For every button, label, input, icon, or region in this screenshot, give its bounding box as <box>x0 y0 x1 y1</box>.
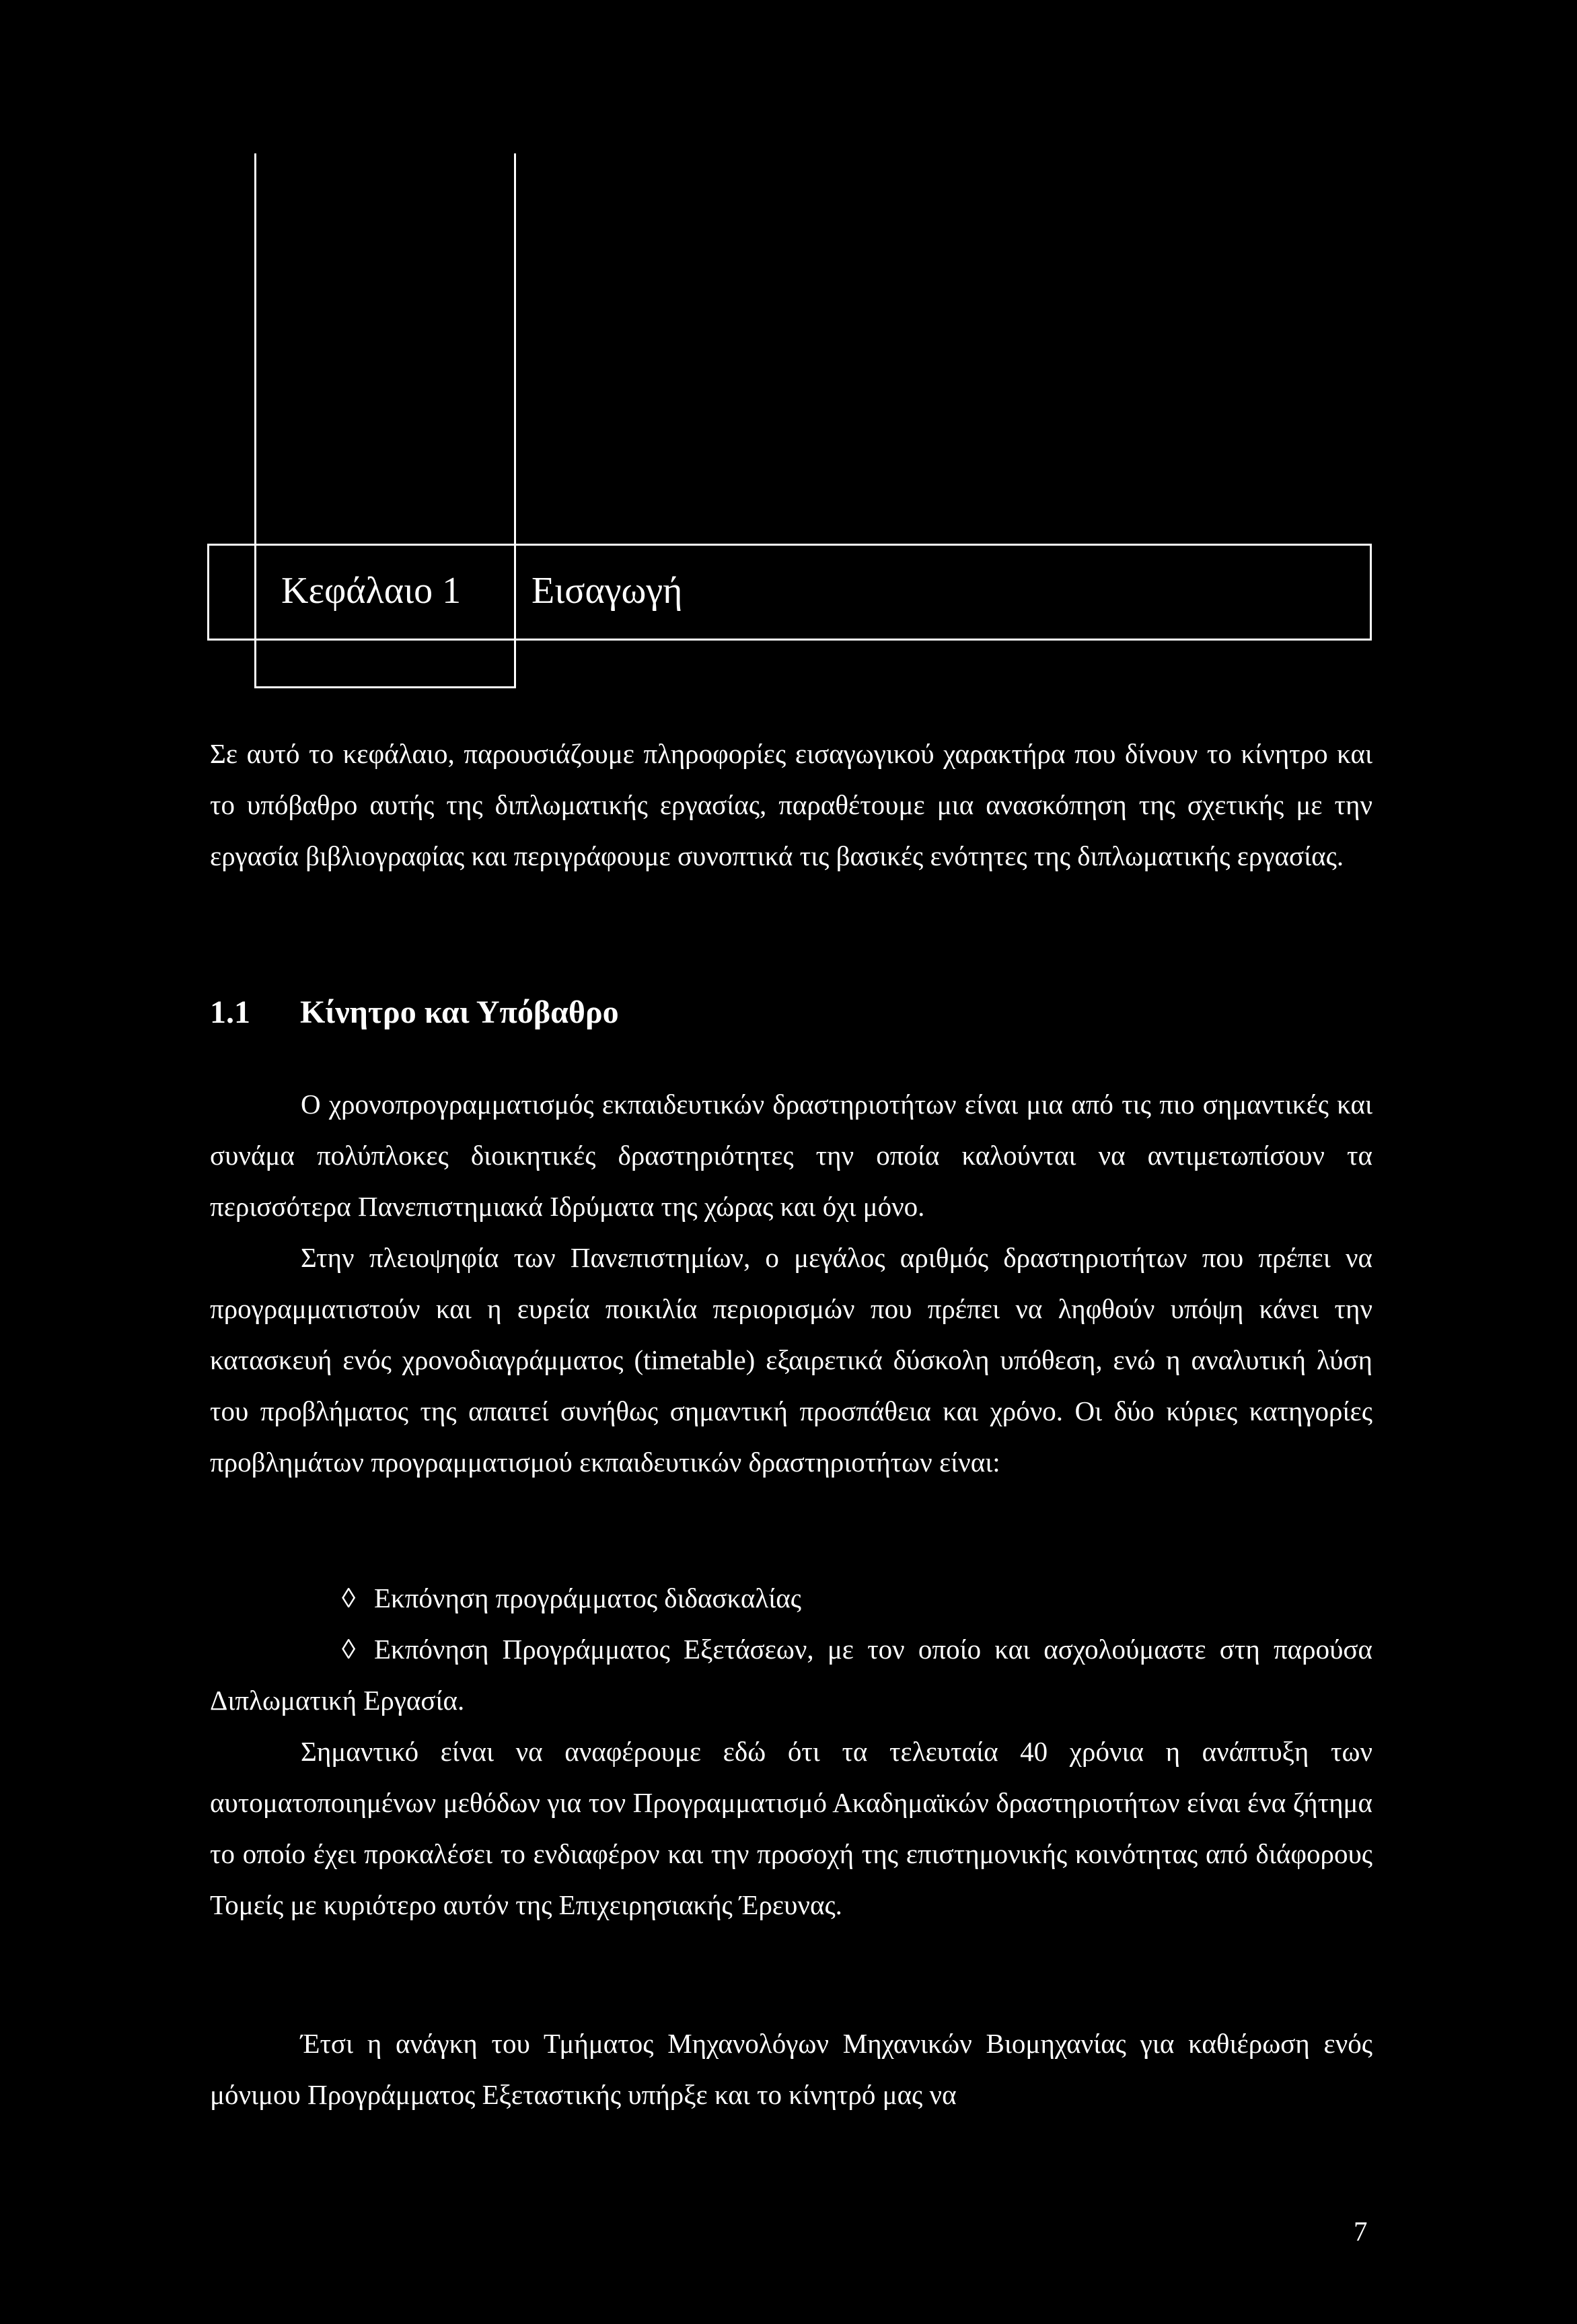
section-number: 1.1 <box>210 994 250 1030</box>
header-line-left-vertical <box>254 153 256 688</box>
bullet-list <box>210 1572 1372 1726</box>
list-item-text: Εκπόνηση Προγράμματος Εξετάσεων, με τον οποίο και ασχολούμαστε στη παρούσα Διπλωματική Εργασία. <box>210 1634 1372 1716</box>
paragraph-1: Ο χρονοπρογραμματισμός εκπαιδευτικών δραστηριοτήτων είναι μια από τις πιο σημαντικές και συνάμα πολύπλοκες διοικητικές δραστηριότητες την οποία καλούνται να αντιμετωπίσουν τα περισσότερα Πανεπιστημιακά Ιδρύματα της χώρας και όχι μόνο. <box>210 1089 1372 1222</box>
list-item-text: Εκπόνηση προγράμματος διδασκαλίας <box>374 1583 801 1613</box>
list-item <box>210 1624 1372 1726</box>
section-heading <box>210 986 619 1040</box>
list-item <box>210 1572 1372 1624</box>
header-line-bottom <box>207 639 1372 641</box>
chapter-label: Κεφάλαιο 1 <box>281 570 462 612</box>
header-line-lower <box>254 686 516 688</box>
header-line-top <box>207 544 1372 546</box>
paragraph-2: Στην πλειοψηφία των Πανεπιστημίων, ο μεγάλος αριθμός δραστηριοτήτων που πρέπει να προγραμματιστούν και η ευρεία ποικιλία περιορισμών που πρέπει να ληφθούν υπόψη κάνει την κατασκευή ενός χρονοδιαγράμματος (timetable) εξαιρετικά δύσκολη υπόθεση, ενώ η αναλυτική λύση του προβλήματος της απαιτεί συνήθως σημαντική προσπάθεια και χρόνο. Οι δύο κύριες κατηγορίες προβλημάτων προγραμματισμού εκπαιδευτικών δραστηριοτήτων είναι: <box>210 1242 1372 1478</box>
section-title: Κίνητρο και Υπόβαθρο <box>300 994 619 1030</box>
paragraph-4: Έτσι η ανάγκη του Τμήματος Μηχανολόγων Μηχανικών Βιομηχανίας για καθιέρωση ενός μόνιμου Προγράμματος Εξεταστικής υπήρξε και το κίνητρό μας να <box>210 2028 1372 2110</box>
header-line-right <box>1370 544 1372 641</box>
header-line-mid-vertical <box>514 153 516 688</box>
paragraph-3: Σημαντικό είναι να αναφέρουμε εδώ ότι τα τελευταία 40 χρόνια η ανάπτυξη των αυτοματοποιημένων μεθόδων για τον Προγραμματισμό Ακαδημαϊκών δραστηριοτήτων είναι ένα ζήτημα το οποίο έχει προκαλέσει το ενδιαφέρον και την προσοχή της επιστημονικής κοινότητας από διάφορους Τομείς με κυριότερο αυτόν της Επιχειρησιακής Έρευνας. <box>210 1736 1372 1920</box>
header-line-outer-left <box>207 544 209 641</box>
diamond-bullet-icon: ◊ <box>342 1634 356 1665</box>
page-number: 7 <box>1354 2216 1368 2247</box>
diamond-bullet-icon: ◊ <box>342 1583 356 1613</box>
chapter-title: Εισαγωγή <box>531 570 683 612</box>
intro-paragraph: Σε αυτό το κεφάλαιο, παρουσιάζουμε πληροφορίες εισαγωγικού χαρακτήρα που δίνουν το κίνητρο και το υπόβαθρο αυτής της διπλωματικής εργασίας, παραθέτουμε μια ανασκόπηση της σχετικής με την εργασία βιβλιογραφίας και περιγράφουμε συνοπτικά τις βασικές ενότητες της διπλωματικής εργασίας. <box>210 738 1372 871</box>
